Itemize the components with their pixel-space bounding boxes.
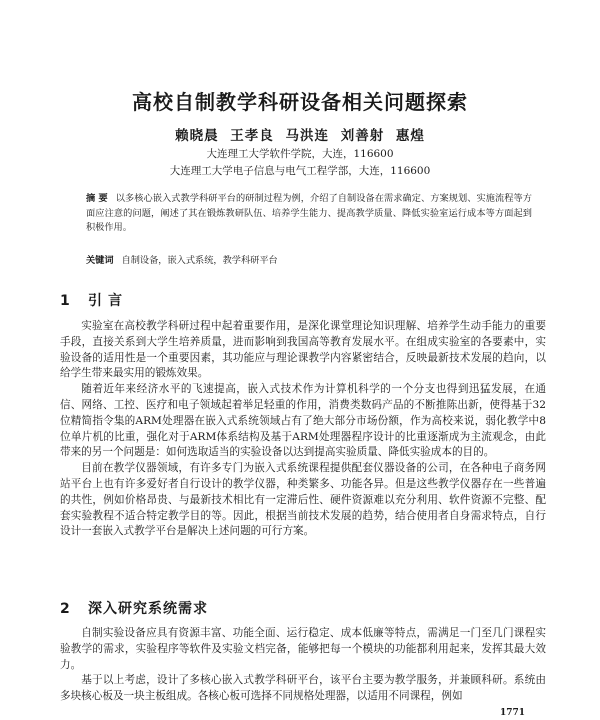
paragraph: 基于以上考虑，设计了多核心嵌入式教学科研平台，该平台主要为教学服务，并兼顾科研。系统由多块核心板及一块主板组成。各核心板可选择不同规格处理器，以适用不同课程，例如 xyxy=(60,674,546,703)
page-number: 1771 xyxy=(500,708,526,718)
section-title: 引言 xyxy=(88,293,128,309)
author-name: 马洪连 xyxy=(285,128,329,144)
abstract-label: 摘 要 xyxy=(86,193,108,204)
keywords-label: 关键词 xyxy=(86,255,114,266)
author-name: 惠煌 xyxy=(395,128,425,144)
section-heading xyxy=(60,598,208,618)
section-body xyxy=(60,319,546,540)
paragraph: 目前在教学仪器领域，有许多专门为嵌入式系统课程提供配套仪器设备的公司，在各种电子商务网站平台上也有许多爱好者自行设计的教学仪器，种类繁多、功能各异。但是这些教学仪器存在一些普遍的共性，例如价格昂贵、与最新技术相比有一定滞后性、硬件资源难以充分利用、软件资源不完整、配套实验教程不适合特定教学目的等。因此，根据当前技术发展的趋势，结合使用者自身需求特点，自行设计一套嵌入式教学平台是解决上述问题的可行方案。 xyxy=(60,462,546,538)
author-name: 刘善射 xyxy=(340,128,385,144)
section-body xyxy=(60,626,546,705)
paragraph: 实验室在高校教学科研过程中起着重要作用，是深化课堂理论知识理解、培养学生动手能力的重要手段，直接关系到大学生培养质量，进而影响到我国高等教育发展水平。在组成实验室的各要素中，实验设备的适用性是一个重要因素，其功能应与理论课教学内容紧密结合，反映最新技术发展的趋向，以给学生带来最实用的锻炼效果。 xyxy=(60,320,546,380)
keywords-text: 自制设备，嵌入式系统，教学科研平台 xyxy=(121,255,278,266)
paper-title: 高校自制教学科研设备相关问题探索 xyxy=(132,90,468,114)
paragraph: 随着近年来经济水平的飞速提高，嵌入式技术作为计算机科学的一个分支也得到迅猛发展，在通信、网络、工控、医疗和电子领域起着举足轻重的作用，消费类数码产品的不断推陈出新，使得基于32位精简指令集的ARM处理器在嵌入式系统领域占有了绝大部分市场份额，作为高校来说，弱化教学中8位单片机的比重，强化对于ARM体系结构及基于ARM处理器程序设计的比重逐渐成为主流观念，由此带来的另一个问题是：如何选取适当的实验设备以达到提高实验质量、降低实验成本的目的。 xyxy=(60,383,546,459)
abstract-text: 以多核心嵌入式教学科研平台的研制过程为例，介绍了自制设备在需求确定、方案规划、实施流程等方面应注意的问题，阐述了其在锻炼教研队伍、培养学生能力、提高教学质量、降低实验室运行成本等方面起到积极作用。 xyxy=(86,193,532,233)
affiliation: 大连理工大学电子信息与电气工程学部，大连，116600 xyxy=(169,165,431,177)
author-name: 王孝良 xyxy=(230,128,274,144)
abstract xyxy=(86,192,532,236)
section-title: 深入研究系统需求 xyxy=(88,601,208,617)
paragraph: 自制实验设备应具有资源丰富、功能全面、运行稳定、成本低廉等特点，需满足一门至几门课程实验教学的需求，实验程序等软件及实验文档完备，能够把每一个模块的功能都利用起来，发挥其最大效力。 xyxy=(60,627,546,671)
section-number: 2 xyxy=(60,601,70,617)
keywords xyxy=(86,254,532,268)
affiliation: 大连理工大学软件学院，大连，116600 xyxy=(206,148,394,160)
section-number: 1 xyxy=(60,293,70,309)
author-name: 赖晓晨 xyxy=(175,128,219,144)
author-list xyxy=(0,124,600,144)
section-heading xyxy=(60,290,128,310)
